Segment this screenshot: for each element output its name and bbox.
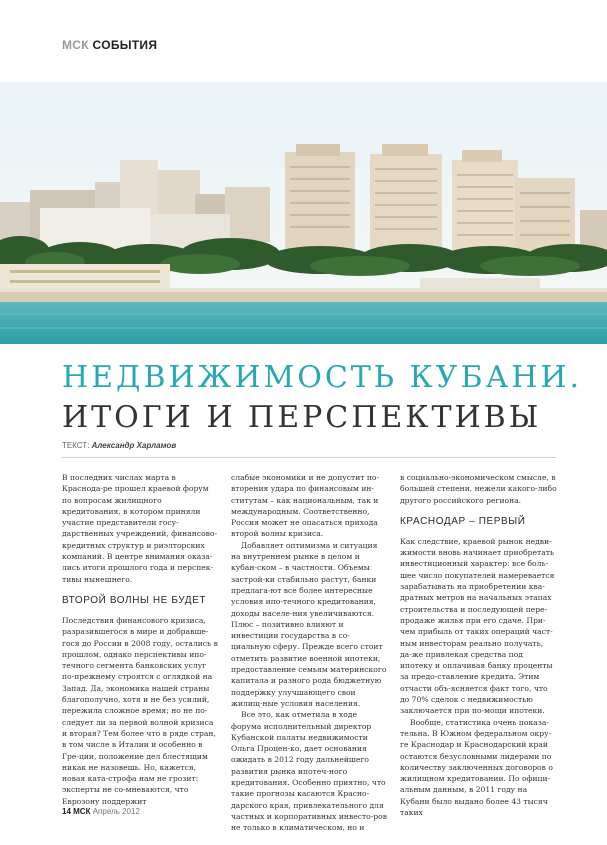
paragraph: Все это, как отметила в ходе форума исполнительный директор Кубанской палаты недвижимости Ольга Процен-ко, дает основания ожидать в 2012 году дальнейшего развития рынка ипотеч-ного кредитования. Особенно приятно, что такие прогнозы касаются Красно-дарского края, привлекательного для частных и корпоративных инвесто-ров не только в климатическом, но и	[231, 710, 388, 833]
paragraph: Вообще, статистика очень показа-тельна. В Южном федеральном окру-ге Краснодар и Краснодарский край остаются безусловными лидерами по количеству заключенных договоров о жилищном кредитовании. По офици-альным данным, в 2011 году на Кубани было выдано более 43 тысяч таких	[400, 717, 553, 818]
paragraph: Как следствие, краевой рынок недви-жимости вновь начинает приобретать инвестиционный характер: все боль-шее число покупателей намеревается зарабатывать на приобретении ква-дратных метров на начальных этапах строительства и последующей пере-продаже жилья при его сдаче. При-чем прибыль от таких операций част-ным инвесторам реально получать, да-же привлекая средства под ипотеку и оплачивая банку проценты за предо-ставление кредита. Этим отчасти объ-ясняется факт того, что до 70% сделок с недвижимостью заключается при по-мощи ипотеки.	[400, 536, 555, 716]
paragraph: В последних числах марта в Краснода-ре прошел краевой форум по вопросам жилищного кредитования, в котором приняли участие представители госу-дарственных учреждений, финансово-кредитных структур и риэлторских компаний. В центре внимания оказа-лись итоги прошлого года и перспек-тивы нынешнего.	[62, 473, 218, 584]
paragraph: Добавляет оптимизма и ситуация на внутреннем рынке в целом и кубан-ском – в частности. Объемы застрой-ки стабильно растут, банки предлага-ют все более интересные условия ипо-течного кредитования, доходы населе-ния увеличиваются. Плюс – позитивно влияют и инвестиции государства в со-циальную сферу. Прежде всего стоит отметить развитие военной ипотеки, предоставление семьям материнского капитала и разного рода бюджетную поддержку улучшающего свои жилищ-ные условия населения.	[231, 540, 387, 708]
photo-panorama-icon	[0, 82, 607, 344]
subheading: КРАСНОДАР – ПЕРВЫЙ	[400, 515, 526, 527]
issue-date: Апрель 2012	[92, 807, 140, 816]
paragraph: слабые экономики и не допустит по-вторения удара по финансовым ин-ститутам – как национальным, так и международным. Соответственно, Россия может не опасаться прихода второй волны кризиса.	[231, 473, 380, 539]
article-column-3	[400, 472, 557, 818]
byline-label: ТЕКСТ:	[62, 441, 90, 450]
subheading: ВТОРОЙ ВОЛНЫ НЕ БУДЕТ	[62, 594, 207, 606]
byline-author: Александр Харламов	[91, 441, 177, 450]
article-title-line2: ИТОГИ И ПЕРСПЕКТИВЫ	[62, 400, 542, 435]
section-rubric	[62, 38, 157, 52]
article-column-1	[62, 472, 219, 807]
page-number: 14	[62, 807, 71, 816]
article-column-2	[231, 472, 388, 834]
footer-brand: МСК	[73, 807, 91, 816]
rubric-brand: МСК	[62, 38, 89, 52]
paragraph: Последствия финансового кризиса, разразившегося в мире и добравше-гося до России в 2008 году, остались в прошлом, однако перспективы ипо-течного сегмента банковских услуг по-прежнему строятся с оглядкой на Запад. Да, экономика нашей страны благополучно, хотя и не без усилий, пережила сложное время; но не по-следует ли за первой волной кризиса и вторая? Тем более что в ряде стран, в том числе в Италии и особенно в Гре-ции, положение дел блестящим никак не назовешь. Но, кажется, новая ката-строфа нам не грозит: эксперты не со-мневаются, что Еврозону поддержит	[62, 615, 218, 806]
hero-photo	[0, 82, 607, 344]
byline	[62, 441, 176, 450]
paragraph: в социально-экономическом смысле, в большей степени, нежели какого-либо другого российского региона.	[400, 473, 557, 505]
rubric-section: СОБЫТИЯ	[92, 38, 158, 52]
title-divider	[62, 457, 556, 458]
page-footer	[62, 807, 140, 816]
article-title-line1: НЕДВИЖИМОСТЬ КУБАНИ.	[62, 360, 583, 395]
